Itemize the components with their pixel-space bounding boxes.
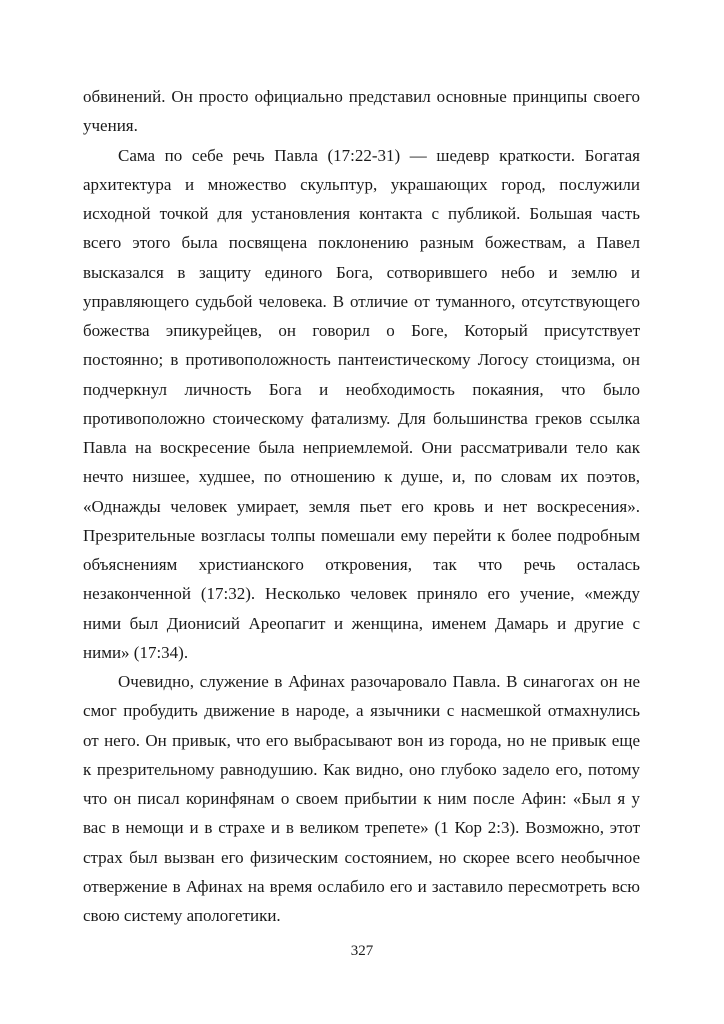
text-line: всего этого была посвящена поклонению разным божествам, а Павел [83, 233, 640, 253]
text-line: Сама по себе речь Павла (17:22-31) — шедевр краткости. Богатая [118, 145, 640, 165]
text-line: постоянно; в противоположность пантеистическому Логосу стоицизма, он [83, 350, 640, 370]
text-line: божества эпикурейцев, он говорил о Боге, Который присутствует [83, 321, 640, 340]
text-line: Павла на воскресение была неприемлемой. Они рассматривали тело как [83, 438, 640, 457]
text-line: управляющего судьбой человека. В отличие от туманного, отсутствующего [83, 291, 640, 311]
text-line: к презрительному равнодушию. Как видно, оно глубоко задело его, потому [83, 759, 640, 779]
text-line: свою систему апологетики. [83, 906, 281, 925]
text-line: нечто низшее, худшее, по отношению к душе, и, по словам их поэтов, [83, 467, 640, 487]
text-line: объяснениям христианского откровения, так что речь осталась [83, 555, 640, 574]
text-line: противоположно стоическому фатализму. Для большинства греков ссылка [83, 408, 640, 428]
text-line: учения. [83, 116, 138, 136]
text-line: высказался в защиту единого Бога, сотворившего небо и землю и [83, 262, 640, 282]
text-line: отвержение в Афинах на время ослабило его и заставило пересмотреть всю [83, 876, 640, 896]
text-line: вас в немощи и в страхе и в великом трепете» (1 Кор 2:3). Возможно, этот [83, 818, 640, 838]
text-line: ними был Дионисий Ареопагит и женщина, именем Дамарь и другие с [83, 613, 640, 633]
text-line: от него. Он привык, что его выбрасывают вон из города, но не привык еще [83, 730, 640, 750]
text-line: Презрительные возгласы толпы помешали ему перейти к более подробным [83, 525, 640, 545]
text-line: страх был вызван его физическим состоянием, но скорее всего необычное [83, 847, 640, 867]
text-line: незаконченной (17:32). Несколько человек приняло его учение, «между [83, 584, 640, 604]
text-line: исходной точкой для установления контакта с публикой. Большая часть [83, 204, 640, 223]
paragraph [83, 667, 640, 930]
text-line: ними» (17:34). [83, 642, 189, 662]
text-line: что он писал коринфянам о своем прибытии к ним после Афин: «Был я у [83, 789, 640, 808]
text-line: смог пробудить движение в народе, а язычники с насмешкой отмахнулись [83, 701, 640, 721]
text-line: «Однажды человек умирает, земля пьет его кровь и нет воскресения». [83, 496, 640, 516]
paragraph [83, 141, 640, 668]
text-line: обвинений. Он просто официально представил основные принципы своего [83, 87, 640, 106]
page-number: 327 [350, 943, 374, 959]
text-line: подчеркнул личность Бога и необходимость покаяния, что было [83, 379, 640, 399]
text-line: архитектура и множество скульптур, украшающих город, послужили [83, 174, 640, 194]
text-line: Очевидно, служение в Афинах разочаровало Павла. В синагогах он не [118, 672, 640, 691]
paragraph [83, 82, 640, 141]
body-text [83, 82, 640, 930]
